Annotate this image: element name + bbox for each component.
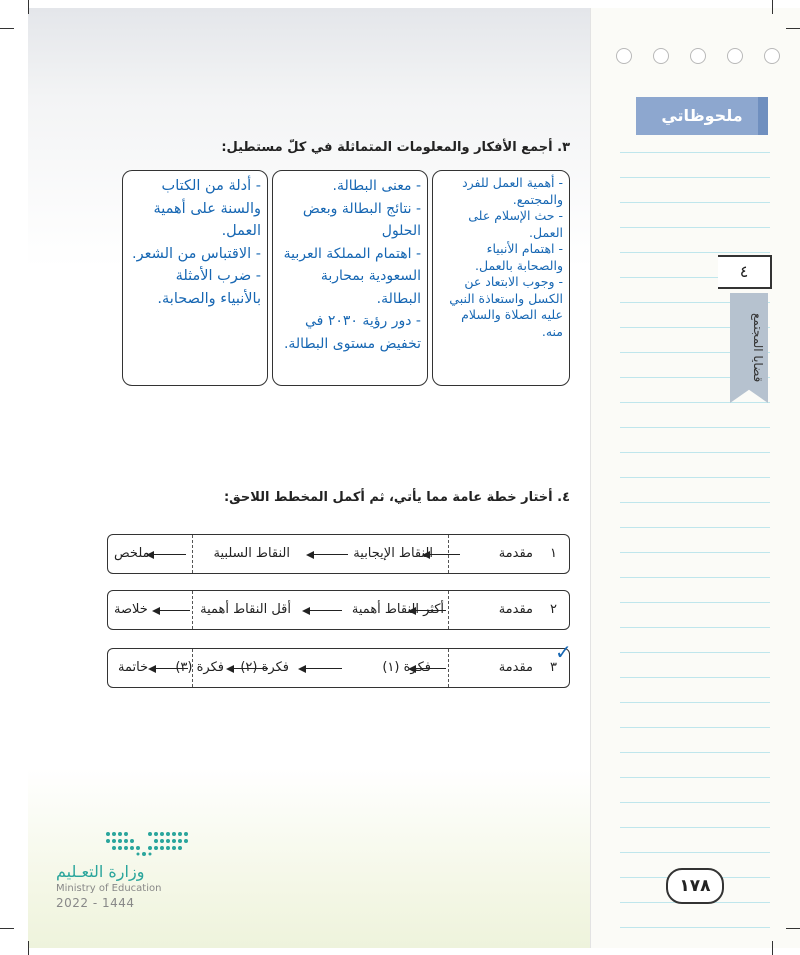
binder-hole <box>616 48 632 64</box>
crop-mark <box>28 941 29 955</box>
ruled-line <box>620 252 770 253</box>
arrow-icon <box>304 610 342 611</box>
ruled-line <box>620 502 770 503</box>
plan-option-2[interactable] <box>107 590 570 630</box>
plan-option-1[interactable] <box>107 534 570 574</box>
ruled-line <box>620 452 770 453</box>
crop-mark <box>0 928 14 929</box>
ruled-line <box>620 827 770 828</box>
info-box-3 <box>122 170 268 386</box>
divider <box>448 591 449 629</box>
arrow-icon <box>308 554 348 555</box>
ruled-line <box>620 802 770 803</box>
crop-mark <box>772 0 773 14</box>
ruled-line <box>620 602 770 603</box>
info-box-1 <box>432 170 570 386</box>
page-number: ١٧٨ <box>666 868 724 904</box>
ruled-line <box>620 552 770 553</box>
divider <box>192 535 193 573</box>
ruled-line <box>620 702 770 703</box>
crop-mark <box>0 28 14 29</box>
binder-hole <box>690 48 706 64</box>
arrow-icon <box>154 610 190 611</box>
plan-part-a: النقاط الإيجابية <box>353 546 433 561</box>
ruled-line <box>620 777 770 778</box>
info-box-2 <box>272 170 428 386</box>
ruled-line <box>620 177 770 178</box>
ruled-line <box>620 202 770 203</box>
plan-conclusion: خاتمة <box>118 660 149 675</box>
question-4-title: ٤. أختار خطة عامة مما يأتي، ثم أكمل المخطط اللاحق: <box>223 490 570 505</box>
arrow-icon <box>150 668 188 669</box>
ruled-line <box>620 727 770 728</box>
crop-mark <box>772 941 773 955</box>
ruled-line <box>620 927 770 928</box>
info-box-2-text: - معنى البطالة. - نتائج البطالة وبعض الحلول - اهتمام المملكة العربية السعودية بمحاربة البطالة. - دور رؤية ٢٠٣٠ في تخفيض مستوى البطالة. <box>283 178 421 352</box>
ruled-line <box>620 527 770 528</box>
plan-idea-1: فكرة (١) <box>382 660 431 675</box>
divider <box>192 591 193 629</box>
plan-conclusion: ملخص <box>114 546 150 561</box>
info-box-3-text: - أدلة من الكتاب والسنة على أهمية العمل. - الاقتباس من الشعر. - ضرب الأمثلة بالأنبياء والصحابة. <box>132 178 261 307</box>
plan-intro: مقدمة <box>498 602 533 617</box>
plan-number: ٢ <box>550 602 557 617</box>
plan-intro: مقدمة <box>498 546 533 561</box>
ministry-name-english: Ministry of Education <box>56 883 162 894</box>
checkmark-icon: ✓ <box>555 640 572 664</box>
divider <box>192 649 193 687</box>
edition-year: 2022 - 1444 <box>56 896 135 910</box>
question-3-title: ٣. أجمع الأفكار والمعلومات المتماثلة في كلّ مستطيل: <box>221 140 570 155</box>
plan-part-b: النقاط السلبية <box>213 546 290 561</box>
ruled-line <box>620 627 770 628</box>
binder-hole <box>727 48 743 64</box>
divider <box>448 535 449 573</box>
ruled-line <box>620 652 770 653</box>
info-box-1-text: - أهمية العمل للفرد والمجتمع. - حث الإسلام على العمل. - اهتمام الأنبياء والصحابة بالعمل. - وجوب الابتعاد عن الكسل واستعاذة النبي عليه الصلاة والسلام منه. <box>449 175 563 339</box>
binder-hole <box>764 48 780 64</box>
plan-idea-3: فكرة (٣) <box>175 660 224 675</box>
plan-conclusion: خلاصة <box>114 602 148 617</box>
crop-mark <box>28 0 29 14</box>
ruled-line <box>620 852 770 853</box>
plan-part-b: أقل النقاط أهمية <box>200 602 291 617</box>
ruled-line <box>620 227 770 228</box>
ministry-name-arabic: وزارة التعـليم <box>56 862 145 881</box>
plan-option-3[interactable] <box>107 648 570 688</box>
ruled-line <box>620 402 770 403</box>
plan-part-a: أكثر النقاط أهمية <box>351 602 444 617</box>
ruled-line <box>620 477 770 478</box>
arrow-icon <box>148 554 186 555</box>
crop-mark <box>786 28 800 29</box>
ruled-line <box>620 752 770 753</box>
plan-idea-2: فكرة (٢) <box>240 660 289 675</box>
ruled-line <box>620 577 770 578</box>
arrow-icon <box>300 668 342 669</box>
plan-number: ٣ <box>550 660 557 675</box>
crop-mark <box>786 928 800 929</box>
ministry-logo-icon <box>100 826 190 860</box>
arrow-icon <box>228 668 268 669</box>
notes-sidebar <box>590 8 800 948</box>
notes-title: ملحوظاتي <box>636 97 768 135</box>
plan-number: ١ <box>550 546 557 561</box>
divider <box>448 649 449 687</box>
unit-ribbon-label: قضايا المجتمع <box>751 312 765 383</box>
ruled-line <box>620 427 770 428</box>
binder-hole <box>653 48 669 64</box>
ruled-line <box>620 152 770 153</box>
unit-number: ٤ <box>718 255 772 289</box>
plan-intro: مقدمة <box>498 660 533 675</box>
ruled-line <box>620 677 770 678</box>
